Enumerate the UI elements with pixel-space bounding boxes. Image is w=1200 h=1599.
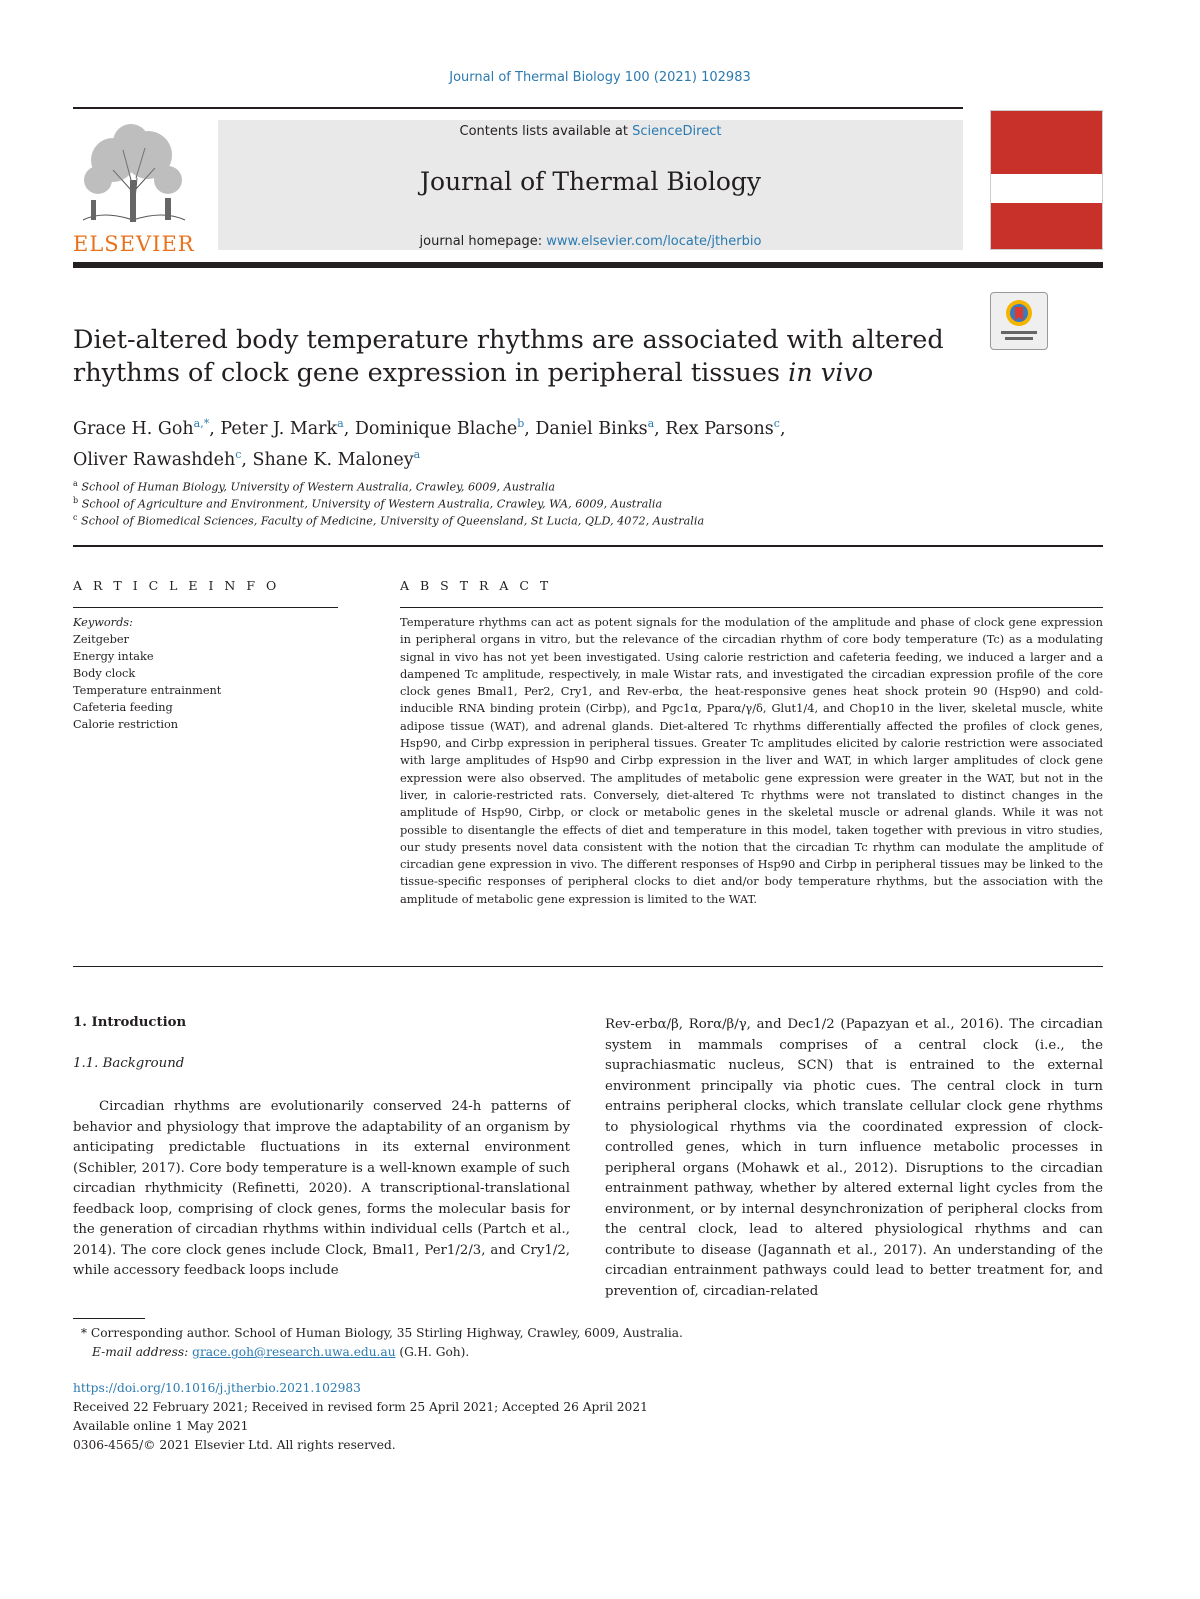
title-main: Diet-altered body temperature rhythms are associated with altered rhythms of clock gene expression in peripheral tissues	[73, 325, 944, 388]
footnote-rule	[73, 1318, 145, 1319]
footnote	[73, 1324, 873, 1362]
journal-title: Journal of Thermal Biology	[420, 167, 761, 196]
email-link[interactable]: grace.goh@research.uwa.edu.au	[192, 1345, 396, 1359]
contents-prefix: Contents lists available at	[459, 124, 633, 139]
publisher-wordmark: ELSEVIER	[73, 232, 195, 256]
author-affil-sup[interactable]: a	[413, 447, 421, 461]
email-label: E-mail address:	[92, 1345, 189, 1359]
affiliation-sup: c	[73, 513, 78, 522]
cover-top-band	[991, 111, 1102, 174]
keyword: Calorie restriction	[73, 718, 179, 731]
author-affil-sup[interactable]: b	[517, 417, 525, 430]
journal-banner	[218, 120, 963, 250]
email-suffix: (G.H. Goh).	[399, 1345, 470, 1359]
article-meta	[73, 1379, 873, 1455]
journal-citation[interactable]: Journal of Thermal Biology 100 (2021) 102983	[449, 70, 751, 85]
affiliation-sup: b	[73, 496, 79, 505]
abstract-rule	[400, 607, 1103, 608]
author-name[interactable]: Rex Parsons	[665, 418, 774, 439]
keywords-label: Keywords:	[73, 616, 133, 629]
homepage-prefix: journal homepage:	[419, 234, 547, 249]
author-affil-sup[interactable]: a	[337, 417, 344, 430]
email-line	[73, 1343, 873, 1362]
author-affil-sup[interactable]: a	[647, 417, 655, 430]
article-title	[73, 324, 973, 390]
author-affil-sup[interactable]: a,*	[193, 417, 210, 430]
homepage-link[interactable]: www.elsevier.com/locate/jtherbio	[546, 234, 762, 249]
author-name[interactable]: Dominique Blache	[354, 418, 518, 439]
keyword: Zeitgeber	[73, 633, 129, 646]
keyword: Energy intake	[73, 650, 154, 663]
keyword: Cafeteria feeding	[73, 701, 173, 714]
section-heading-introduction: 1. Introduction	[73, 1015, 187, 1030]
author-affil-sup[interactable]: c	[235, 447, 242, 461]
header-rule-bottom	[73, 262, 1103, 268]
author-affil-sup[interactable]: c	[773, 417, 780, 430]
author-name[interactable]: Grace H. Goh	[73, 418, 194, 439]
abstract-heading: A B S T R A C T	[400, 578, 552, 593]
affiliation-sup: a	[73, 479, 78, 488]
check-for-updates-badge[interactable]	[990, 292, 1048, 350]
header-rule-top	[73, 107, 963, 109]
affiliation-text: School of Agriculture and Environment, University of Western Australia, Crawley, WA, 6009, Australia	[81, 497, 663, 511]
affiliation-text: School of Human Biology, University of Western Australia, Crawley, 6009, Australia	[81, 480, 555, 494]
abstract-bottom-rule	[73, 966, 1103, 967]
received-dates: Received 22 February 2021; Received in revised form 25 April 2021; Accepted 26 April 2021	[73, 1400, 648, 1414]
homepage-line	[218, 234, 963, 249]
affiliation-a	[73, 479, 555, 494]
article-info-rule	[73, 607, 338, 608]
title-italic: in vivo	[788, 358, 874, 388]
keyword: Body clock	[73, 667, 136, 680]
affiliation-rule	[73, 545, 1103, 547]
subsection-heading-background: 1.1. Background	[73, 1056, 185, 1071]
author-name[interactable]: Peter J. Mark	[220, 418, 338, 439]
journal-cover-thumbnail[interactable]	[990, 110, 1103, 250]
contents-line	[218, 124, 963, 139]
affiliation-b	[73, 496, 662, 511]
check-updates-icon	[991, 293, 1047, 349]
author-list: Grace H. Goh$^{a,*}$, Peter J. Mark$^a$, Dominique Blache$^b$, Daniel Binks$^a$, Rex Parsons$^c$, Oliver Rawashdeh$^c$, Shane K. Maloney$^a$	[73, 417, 786, 470]
author-name[interactable]: Daniel Binks	[535, 418, 648, 439]
author-name[interactable]: Oliver Rawashdeh	[73, 449, 236, 470]
article-info-heading: A R T I C L E I N F O	[73, 578, 280, 593]
keyword: Temperature entrainment	[73, 684, 222, 697]
keywords-block	[73, 614, 338, 733]
available-online: Available online 1 May 2021	[73, 1419, 249, 1433]
doi-link[interactable]: https://doi.org/10.1016/j.jtherbio.2021.102983	[73, 1381, 361, 1395]
body-column-left: Circadian rhythms are evolutionarily conserved 24-h patterns of behavior and physiology that improve the adaptability of an organism by anticipating predictable fluctuations in its external environment (Schibler, 2017). Core body temperature is a well-known example of such circadian rhythmicity (Refinetti, 2020). A transcriptional-translational feedback loop, comprising of clock genes, forms the molecular basis for the generation of circadian rhythms within individual cells (Partch et al., 2014). The core clock genes include Clock, Bmal1, Per1/2/3, and Cry1/2, while accessory feedback loops include	[73, 1099, 570, 1278]
corresponding-author-note: * Corresponding author. School of Human Biology, 35 Stirling Highway, Crawley, 6009, Australia.	[80, 1326, 683, 1340]
body-column-right: Rev-erbα/β, Rorα/β/γ, and Dec1/2 (Papazyan et al., 2016). The circadian system in mammals comprises of a central clock (i.e., the suprachiasmatic nucleus, SCN) that is entrained to the external environment principally via photic cues. The central clock in turn entrains peripheral clocks, which translate cellular clock gene rhythms to physiological rhythms via the coordinated expression of clock-controlled genes, which in turn influence metabolic processes in peripheral organs (Mohawk et al., 2012). Disruptions to the circadian entrainment pathway, whether by altered external light cycles from the environment, or by internal desynchronization of peripheral clocks from the central clock, lead to altered physiological rhythms and can contribute to disease (Jagannath et al., 2017). An understanding of the circadian entrainment pathways could lead to better treatment for, and prevention of, circadian-related	[605, 1017, 1103, 1299]
sciencedirect-link[interactable]: ScienceDirect	[632, 124, 722, 139]
copyright: 0306-4565/© 2021 Elsevier Ltd. All rights reserved.	[73, 1438, 396, 1452]
abstract-text: Temperature rhythms can act as potent signals for the modulation of the amplitude and phase of clock gene expression in peripheral organs in vitro, but the relevance of the circadian rhythm of core body temperature (Tc) as a modulating signal in vivo has not yet been investigated. Using calorie restriction and cafeteria feeding, we induced a larger and a dampened Tc amplitude, respectively, in male Wistar rats, and investigated the circadian expression profile of the core clock genes Bmal1, Per2, Cry1, and Rev-erbα, the heat-responsive genes heat shock protein 90 (Hsp90) and cold-inducible RNA binding protein (Cirbp), and Pgc1α, Pparα/γ/δ, Glut1/4, and Chop10 in the liver, skeletal muscle, white adipose tissue (WAT), and adrenal glands. Diet-altered Tc rhythms differentially affected the profiles of clock genes, Hsp90, and Cirbp expression in peripheral tissues. Greater Tc amplitudes elicited by calorie restriction were associated with large amplitudes of Hsp90 and Cirbp expression in the liver and WAT, in which larger amplitudes of clock gene expression were also observed. The amplitudes of metabolic gene expression were greater in the WAT, but not in the liver, in calorie-restricted rats. Conversely, diet-altered Tc rhythms were not translated to distinct changes in the amplitude of Hsp90, Cirbp, or clock or metabolic genes in the skeletal muscle or adrenal glands. While it was not possible to disentangle the effects of diet and temperature in this model, taken together with previous in vitro studies, our study presents novel data consistent with the notion that the circadian Tc rhythm can modulate the amplitude of circadian gene expression in vivo. The different responses of Hsp90 and Cirbp in peripheral tissues may be linked to the tissue-specific responses of peripheral clocks to diet and/or body temperature rhythms, but the association with the amplitude of metabolic gene expression is limited to the WAT.	[400, 615, 1103, 906]
cover-bottom-band	[991, 203, 1102, 249]
affiliation-c	[73, 513, 704, 528]
corresponding-author-text: Corresponding author. School of Human Biology, 35 Stirling Highway, Crawley, 6009, Australia.	[90, 1326, 683, 1340]
affiliation-text: School of Biomedical Sciences, Faculty of Medicine, University of Queensland, St Lucia, QLD, 4072, Australia	[81, 514, 705, 528]
author-name[interactable]: Shane K. Maloney	[252, 449, 414, 470]
elsevier-tree-logo	[73, 120, 193, 250]
